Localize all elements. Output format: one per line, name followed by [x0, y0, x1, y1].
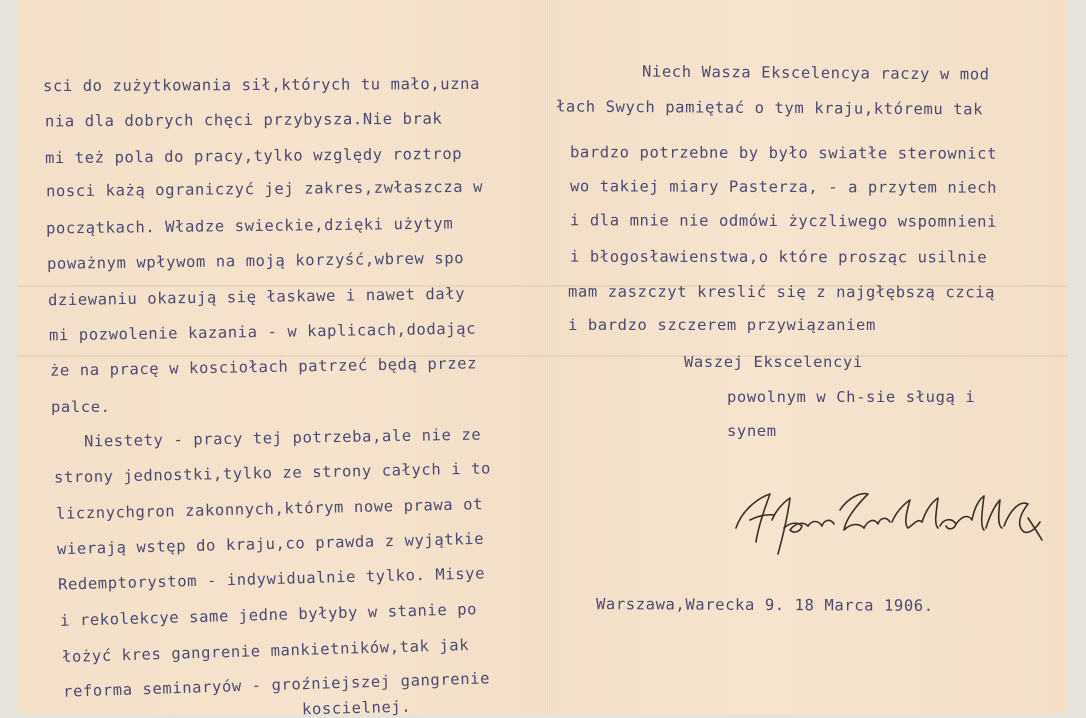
text-line: łożyć kres gangrenie mankietników,tak jak — [61, 635, 470, 667]
text-line: mam zaszczyt kreslić się z najgłębszą czcią — [567, 282, 996, 302]
text-line: mi też pola do pracy,tylko względy roztrop — [44, 144, 463, 168]
page-fold — [545, 0, 548, 714]
text-line: Niech Wasza Ekscelencya raczy w mod — [641, 62, 990, 84]
text-line: łach Swych pamiętać o tym kraju,któremu tak — [555, 97, 984, 119]
handwritten-signature — [728, 470, 1048, 560]
text-line: Niestety - pracy tej potrzeba,ale nie ze — [83, 425, 482, 451]
text-line: synem — [727, 422, 777, 440]
text-line: że na pracę w kosciołach patrzeć będą przez — [49, 354, 478, 380]
text-line: i rekolekcye same jedne byłyby w stanie po — [59, 600, 478, 630]
text-line: Waszej Ekscelencyi — [684, 353, 863, 371]
text-line: i dla mnie nie odmówi życzliwego wspomnieni — [569, 211, 998, 231]
text-line: strony jednostki,tylko ze strony całych i to — [53, 459, 492, 487]
text-line: koscielnej. — [301, 697, 412, 718]
text-line: początkach. Władze swieckie,dzięki użytym — [45, 214, 454, 238]
text-line: poważnym wpływom na moją korzyść,wbrew spo — [46, 249, 465, 273]
text-line: palce. — [51, 398, 111, 416]
text-line: powolnym w Ch-sie sługą i — [727, 388, 976, 406]
text-line: sci do zużytkowania sił,których tu mało,uzna — [42, 74, 481, 96]
text-line: nosci każą ograniczyć jej zakres,zwłaszcza w — [45, 177, 484, 201]
text-line: i błogosławienstwa,o które prosząc usilnie — [569, 247, 988, 267]
address-date: Warszawa,Warecka 9. 18 Marca 1906. — [595, 595, 934, 615]
text-line: i bardzo szczerem przywiązaniem — [568, 316, 876, 334]
text-line: nia dla dobrych chęci przybysza.Nie brak — [44, 109, 443, 131]
text-line: wo takiej miary Pasterza, - a przytem niech — [569, 177, 998, 197]
text-line: licznychgron zakonnych,którym nowe prawa ot — [55, 495, 484, 523]
paper-crease — [18, 355, 1068, 357]
text-line: dziewaniu okazują się łaskawe i nawet dały — [47, 284, 466, 310]
text-line: Redemptorystom - indywidualnie tylko. Misye — [57, 564, 486, 594]
text-line: reforma seminaryów - groźniejszej gangrenie — [62, 669, 491, 701]
text-line: bardzo potrzebne by było swiatłe sterownict — [569, 143, 998, 163]
text-line: mi pozwolenie kazania - w kaplicach,dodając — [48, 319, 477, 345]
text-line: wierają wstęp do kraju,co prawda z wyjątkie — [56, 529, 485, 559]
